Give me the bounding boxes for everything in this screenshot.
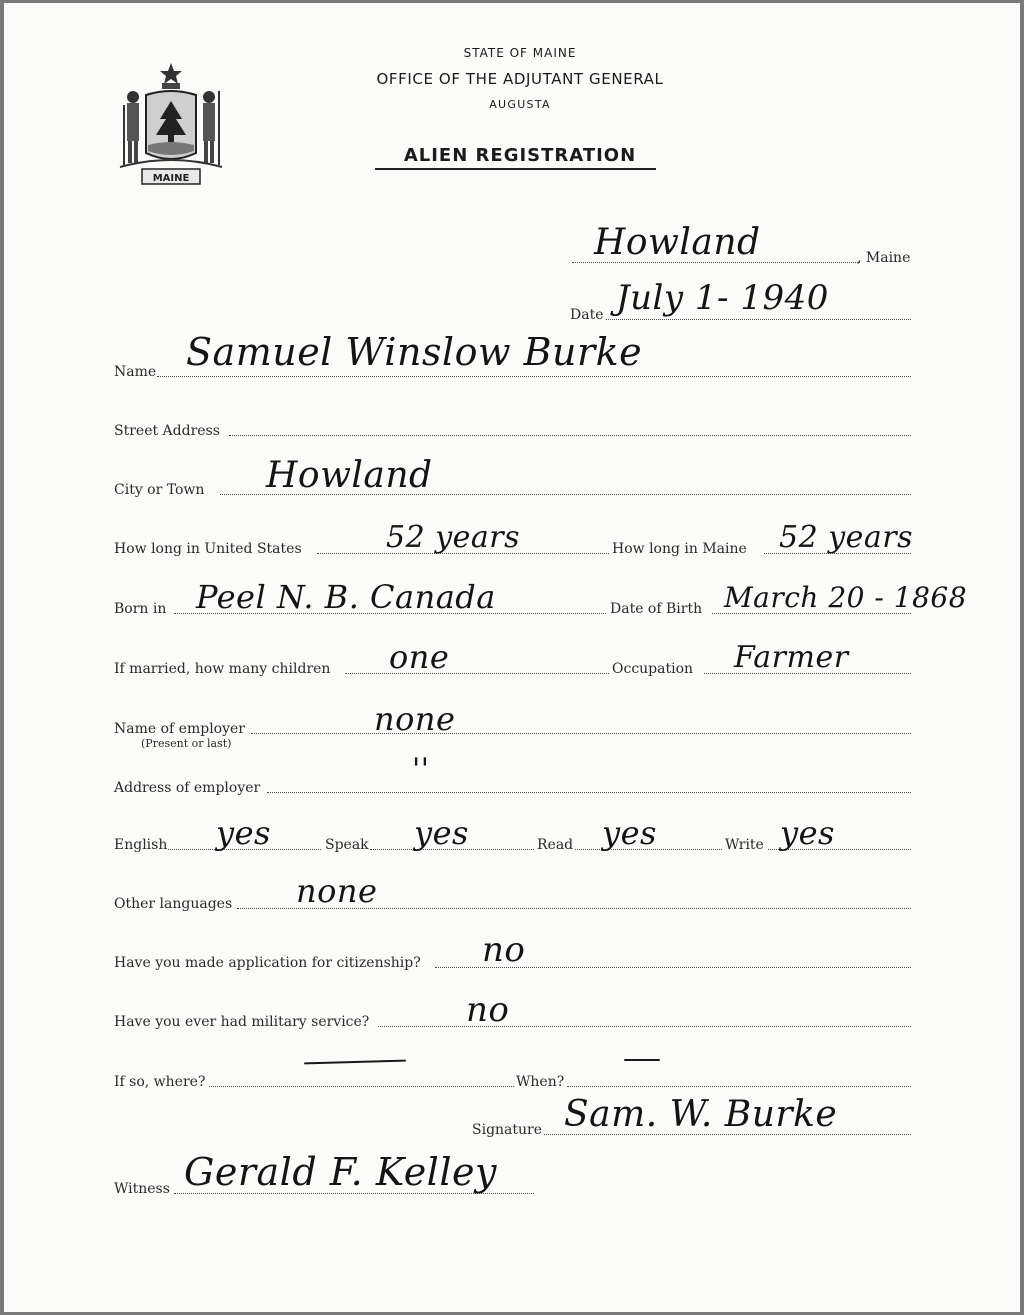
seal-text: MAINE [152, 173, 190, 184]
when-line [567, 1086, 911, 1087]
citizenship-label: Have you made application for citizenship? [114, 955, 421, 971]
when-label: When? [516, 1074, 565, 1090]
born-in-entry: Peel N. B. Canada [196, 578, 496, 616]
employer-entry: none [374, 700, 456, 738]
write-entry: yes [780, 814, 835, 852]
write-label: Write [725, 837, 764, 853]
city-entry: Howland [266, 455, 433, 496]
other-languages-entry: none [296, 872, 378, 910]
military-line [378, 1026, 911, 1027]
witness-label: Witness [114, 1181, 170, 1197]
employer-label: Name of employer [114, 721, 245, 737]
where-label: If so, where? [114, 1074, 206, 1090]
street-address-line [229, 435, 911, 436]
occupation-entry: Farmer [734, 640, 849, 675]
read-entry: yes [602, 814, 657, 852]
date-of-birth-label: Date of Birth [610, 601, 703, 617]
registration-form [4, 3, 1020, 1312]
header-city: AUGUSTA [489, 98, 551, 111]
speak-entry: yes [414, 814, 469, 852]
street-address-label: Street Address [114, 423, 220, 439]
years-maine-entry: 52 years [779, 520, 914, 555]
signature-entry: Sam. W. Burke [564, 1094, 838, 1135]
maine-label: , Maine [857, 250, 911, 266]
date-line [606, 319, 911, 320]
years-us-entry: 52 years [386, 520, 521, 555]
children-entry: one [389, 638, 450, 676]
city-label: City or Town [114, 482, 205, 498]
signature-label: Signature [472, 1122, 543, 1138]
name-label: Name [114, 364, 157, 380]
employer-address-label: Address of employer [114, 780, 261, 796]
english-entry: yes [216, 814, 271, 852]
employer-address-line [267, 792, 911, 793]
town-entry: Howland [594, 222, 761, 263]
name-entry: Samuel Winslow Burke [186, 330, 643, 374]
english-label: English [114, 837, 168, 853]
children-line [345, 673, 609, 674]
employer-note: (Present or last) [141, 737, 232, 750]
employer-line [251, 733, 911, 734]
form-title: ALIEN REGISTRATION [403, 145, 637, 166]
when-dash-mark [624, 1059, 660, 1061]
military-label: Have you ever had military service? [114, 1014, 370, 1030]
occupation-label: Occupation [612, 661, 694, 677]
date-label: Date [570, 307, 604, 323]
read-label: Read [537, 837, 574, 853]
speak-label: Speak [325, 837, 369, 853]
where-line [209, 1086, 514, 1087]
maine-seal-icon [116, 61, 226, 189]
header-state: STATE OF MAINE [463, 46, 577, 60]
title-underline [375, 168, 656, 170]
other-languages-label: Other languages [114, 896, 233, 912]
children-label: If married, how many children [114, 661, 331, 677]
employer-address-entry: '' [412, 752, 430, 787]
where-dash-mark [304, 1060, 406, 1065]
military-entry: no [466, 990, 510, 1030]
witness-entry: Gerald F. Kelley [184, 1150, 497, 1194]
born-in-label: Born in [114, 601, 167, 617]
date-entry: July 1- 1940 [616, 278, 829, 318]
how-long-maine-label: How long in Maine [612, 541, 747, 557]
date-of-birth-entry: March 20 - 1868 [724, 581, 968, 614]
name-line [157, 376, 911, 377]
citizenship-entry: no [482, 930, 526, 970]
how-long-us-label: How long in United States [114, 541, 302, 557]
header-office: OFFICE OF THE ADJUTANT GENERAL [376, 70, 664, 88]
